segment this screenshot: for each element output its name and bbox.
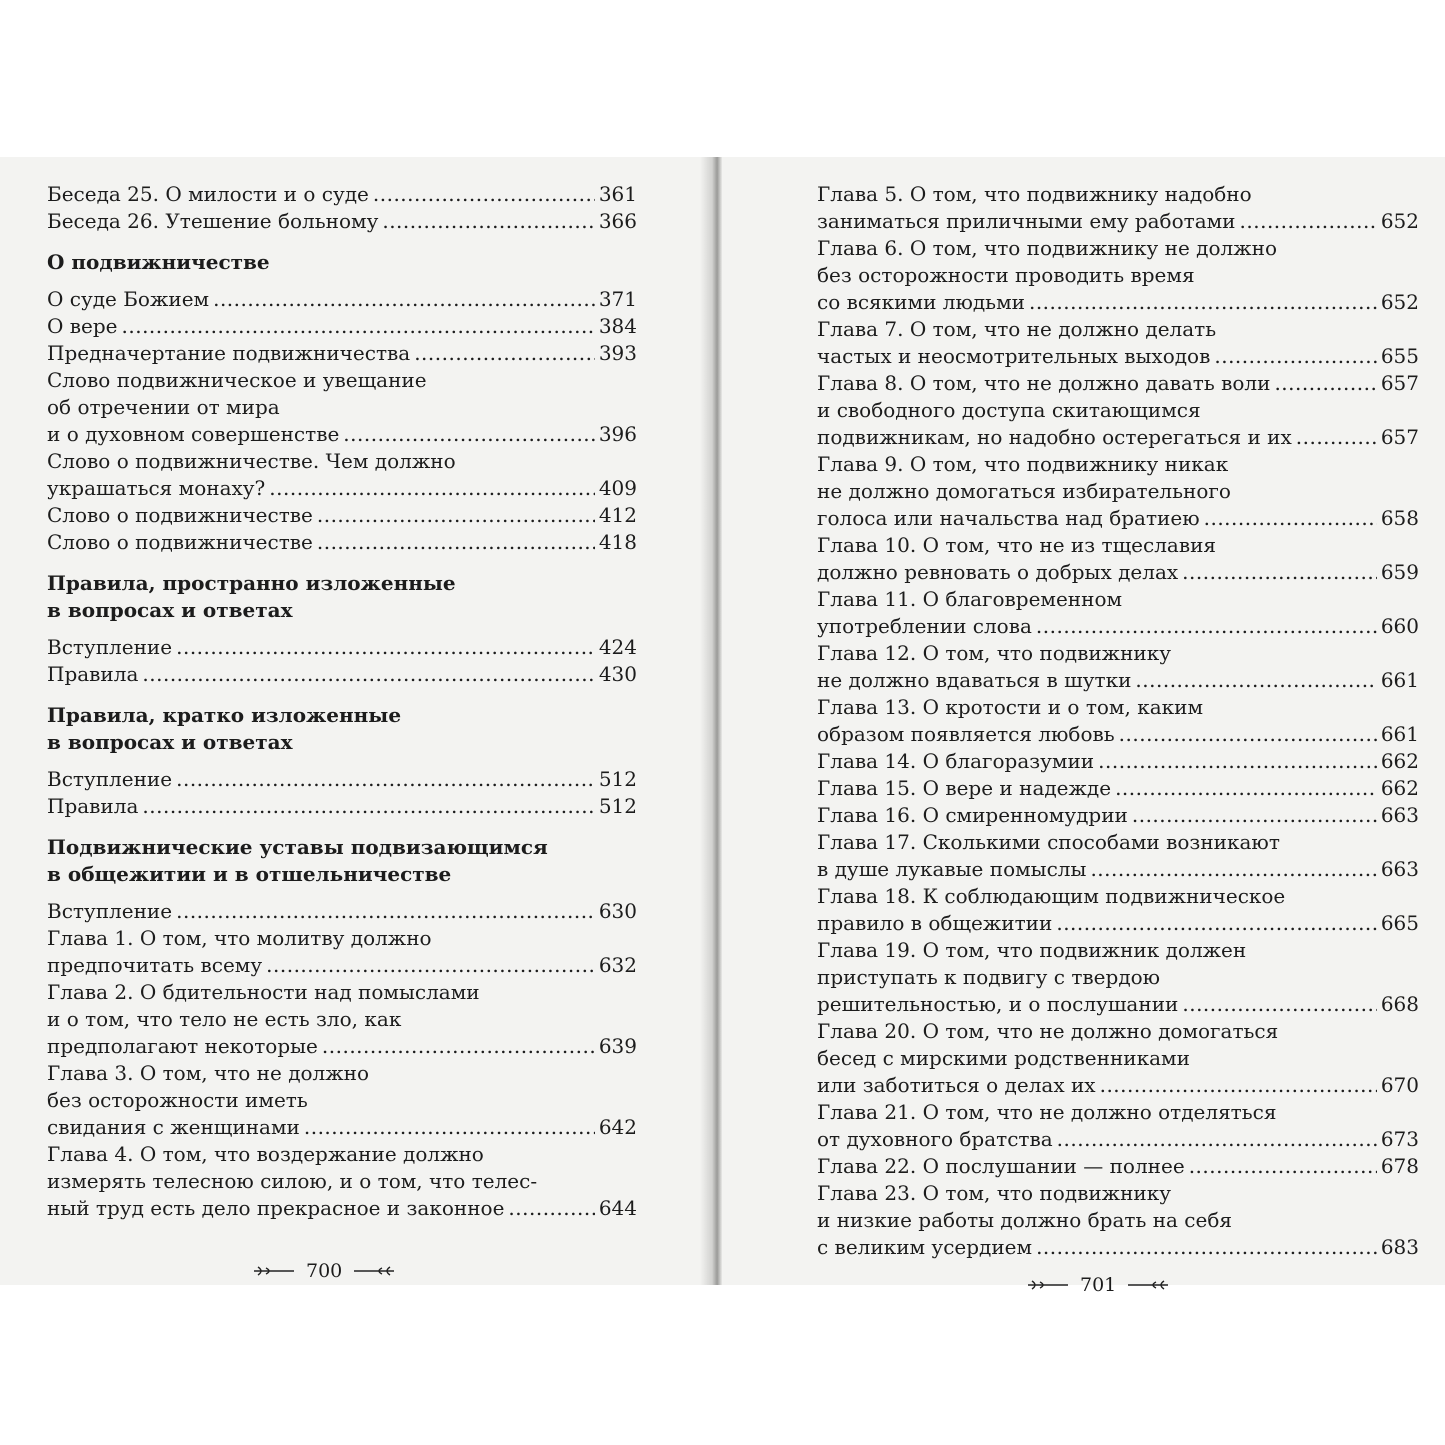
toc-entry-line <box>817 505 1419 532</box>
toc-page-number: 670 <box>1380 1073 1419 1097</box>
toc-entry-title: заниматься приличными ему работами <box>817 209 1236 233</box>
toc-page-number: 673 <box>1380 1127 1419 1151</box>
toc-entry-line <box>817 586 1419 613</box>
toc-entry-line <box>47 181 637 208</box>
toc-entry-line <box>817 667 1419 694</box>
toc-entry-line <box>817 829 1419 856</box>
toc-entry-title: образом появляется любовь <box>817 722 1115 746</box>
toc-entry-title: должно ревновать о добрых делах <box>817 560 1179 584</box>
toc-entry-title: свидания с женщинами <box>47 1115 300 1139</box>
toc-entry <box>47 367 637 448</box>
toc-entry-line <box>817 208 1419 235</box>
toc-entry-line <box>817 883 1419 910</box>
toc-entry-title: ный труд есть дело прекрасное и законное <box>47 1196 505 1220</box>
dot-leader <box>142 661 594 688</box>
toc-entry-line <box>47 1006 637 1033</box>
toc-page-number: 663 <box>1380 803 1419 827</box>
toc-entry-title: предпочитать всему <box>47 953 263 977</box>
toc-entry-line <box>817 289 1419 316</box>
toc-entry-line <box>47 286 637 313</box>
toc-entry-title: с великим усердием <box>817 1235 1033 1259</box>
section-heading-line: Подвижнические уставы подвизающимся <box>47 835 548 859</box>
toc-entry-line <box>47 367 637 394</box>
toc-page-number: 396 <box>598 422 637 446</box>
toc-entry <box>817 802 1419 829</box>
toc-entry-title: Глава 13. О кротости и о том, каким <box>817 695 1204 719</box>
dot-leader <box>508 1195 594 1222</box>
toc-entry-line <box>817 613 1419 640</box>
toc-entry-line <box>47 1087 637 1114</box>
dot-leader <box>213 286 595 313</box>
toc-page-number: 512 <box>598 767 637 791</box>
toc-entry-line <box>817 235 1419 262</box>
dot-leader <box>176 898 595 925</box>
toc-entry <box>817 1018 1419 1099</box>
toc-entry-title: Глава 8. О том, что не должно давать воли <box>817 371 1271 395</box>
toc-entry-title: Слово о подвижничестве <box>47 530 313 554</box>
dot-leader <box>1296 424 1377 451</box>
toc-entry <box>817 694 1419 748</box>
toc-page-number: 393 <box>598 341 637 365</box>
toc-entry-line <box>817 964 1419 991</box>
toc-entry-line <box>817 343 1419 370</box>
toc-entry-line <box>817 721 1419 748</box>
section-heading <box>47 702 637 756</box>
toc-entry-title: употреблении слова <box>817 614 1032 638</box>
toc-page-number: 662 <box>1380 776 1419 800</box>
toc-page-number: 652 <box>1380 209 1419 233</box>
toc-page-number: 412 <box>598 503 637 527</box>
toc-entry-line <box>817 1234 1419 1261</box>
toc-entry <box>817 1180 1419 1261</box>
toc-entry-title: Вступление <box>47 899 173 923</box>
toc-entry-line <box>817 1099 1419 1126</box>
toc-page-number: 371 <box>598 287 637 311</box>
toc-entry <box>47 340 637 367</box>
toc-entry <box>817 775 1419 802</box>
toc-page-number: 652 <box>1380 290 1419 314</box>
toc-entry <box>817 316 1419 370</box>
toc-entry-title: Глава 15. О вере и надежде <box>817 776 1112 800</box>
ornament-left-icon <box>1026 1279 1070 1291</box>
toc-entry-title: Глава 10. О том, что не из тщеславия <box>817 533 1217 557</box>
toc-entry-title: измерять телесною силою, и о том, что телес- <box>47 1169 538 1193</box>
toc-entry-line <box>47 502 637 529</box>
toc-entry-line <box>817 856 1419 883</box>
toc-entry-line <box>817 532 1419 559</box>
toc-entry-line <box>817 748 1419 775</box>
page-number: 700 <box>306 1260 343 1282</box>
toc-entry-line <box>47 529 637 556</box>
toc-entry-line <box>817 991 1419 1018</box>
toc-entry-title: Правила <box>47 794 139 818</box>
book-gutter <box>700 157 722 1285</box>
toc-entry <box>817 370 1419 451</box>
dot-leader <box>1182 991 1376 1018</box>
toc-entry-title: Глава 11. О благовременном <box>817 587 1123 611</box>
toc-entry-title: Слово подвижническое и увещание <box>47 368 427 392</box>
toc-page-number: 655 <box>1380 344 1419 368</box>
toc-page-number: 639 <box>598 1034 637 1058</box>
section-heading-line: Правила, пространно изложенные <box>47 571 456 595</box>
toc-entry <box>47 529 637 556</box>
toc-entry-line <box>47 421 637 448</box>
dot-leader <box>322 1033 595 1060</box>
toc-page-number: 665 <box>1380 911 1419 935</box>
dot-leader <box>1135 667 1376 694</box>
toc-entry <box>47 286 637 313</box>
toc-entry-line <box>47 925 637 952</box>
toc-entry-title: об отречении от мира <box>47 395 280 419</box>
toc-entry-line <box>47 475 637 502</box>
dot-leader <box>317 502 595 529</box>
page-number: 701 <box>1080 1274 1117 1296</box>
section-heading <box>47 834 637 888</box>
toc-entry-title: Глава 14. О благоразумии <box>817 749 1095 773</box>
toc-page-number: 384 <box>598 314 637 338</box>
toc-entry-line <box>47 979 637 1006</box>
toc-entry <box>817 532 1419 586</box>
toc-entry-line <box>817 640 1419 667</box>
toc-entry-line <box>47 661 637 688</box>
toc-entry-title: Слово о подвижничестве <box>47 503 313 527</box>
toc-entry-line <box>817 1072 1419 1099</box>
toc-entry-line <box>47 793 637 820</box>
toc-entry-title: украшаться монаху? <box>47 476 266 500</box>
toc-page-number: 658 <box>1380 506 1419 530</box>
toc-entry-title: и о духовном совершенстве <box>47 422 340 446</box>
dot-leader <box>176 634 595 661</box>
toc-page-number: 409 <box>598 476 637 500</box>
dot-leader <box>382 208 594 235</box>
toc-entry-title: голоса или начальства над братиею <box>817 506 1200 530</box>
dot-leader <box>414 340 595 367</box>
toc-entry-title: Глава 2. О бдительности над помыслами <box>47 980 480 1004</box>
toc-entry-line <box>817 910 1419 937</box>
toc-entry-line <box>817 775 1419 802</box>
toc-entry-title: без осторожности проводить время <box>817 263 1195 287</box>
dot-leader <box>1090 856 1376 883</box>
toc-entry-line <box>817 1180 1419 1207</box>
toc-entry-line <box>47 208 637 235</box>
toc-entry-line <box>47 313 637 340</box>
toc-entry-title: приступать к подвигу с твердою <box>817 965 1161 989</box>
toc-entry-title: Глава 20. О том, что не должно домогаться <box>817 1019 1279 1043</box>
dot-leader <box>1274 370 1376 397</box>
toc-entry <box>47 208 637 235</box>
dot-leader <box>1214 343 1376 370</box>
toc-entry-title: Глава 3. О том, что не должно <box>47 1061 370 1085</box>
toc-entry-title: Предначертание подвижничества <box>47 341 411 365</box>
toc-entry-line <box>817 1153 1419 1180</box>
toc-entry-title: предполагают некоторые <box>47 1034 318 1058</box>
toc-entry-line <box>47 1141 637 1168</box>
toc-entry-line <box>817 424 1419 451</box>
toc-entry <box>817 1153 1419 1180</box>
toc-entry <box>817 748 1419 775</box>
toc-entry-title: бесед с мирскими родственниками <box>817 1046 1190 1070</box>
toc-entry-title: Глава 18. К соблюдающим подвижническое <box>817 884 1286 908</box>
toc-page-number: 512 <box>598 794 637 818</box>
toc-entry <box>817 586 1419 640</box>
toc-entry-title: правило в общежитии <box>817 911 1053 935</box>
dot-leader <box>122 313 595 340</box>
toc-entry-line <box>817 478 1419 505</box>
toc-page-number: 661 <box>1380 722 1419 746</box>
dot-leader <box>1132 802 1377 829</box>
dot-leader <box>1115 775 1377 802</box>
toc-page-number: 657 <box>1380 371 1419 395</box>
toc-entry-line <box>817 451 1419 478</box>
toc-entry <box>817 937 1419 1018</box>
toc-entry-line <box>817 1045 1419 1072</box>
toc-entry-title: без осторожности иметь <box>47 1088 308 1112</box>
dot-leader <box>1036 1234 1377 1261</box>
toc-entry-line <box>47 898 637 925</box>
section-heading-line: Правила, кратко изложенные <box>47 703 402 727</box>
toc-entry-line <box>817 1126 1419 1153</box>
toc-entry-line <box>47 1114 637 1141</box>
toc-entry-line <box>47 340 637 367</box>
toc-entry <box>47 502 637 529</box>
toc-entry <box>817 181 1419 235</box>
toc-entry <box>47 766 637 793</box>
toc-entry <box>47 793 637 820</box>
toc-entry <box>47 898 637 925</box>
left-page-toc <box>47 181 637 1222</box>
dot-leader <box>142 793 594 820</box>
toc-entry-line <box>47 634 637 661</box>
toc-entry-title: и низкие работы должно брать на себя <box>817 1208 1232 1232</box>
toc-page-number: 418 <box>598 530 637 554</box>
toc-entry <box>47 448 637 502</box>
toc-entry <box>47 634 637 661</box>
toc-page-number: 663 <box>1380 857 1419 881</box>
toc-page-number: 642 <box>598 1115 637 1139</box>
toc-page-number: 366 <box>598 209 637 233</box>
section-heading-line: О подвижничестве <box>47 250 270 274</box>
toc-entry-title: Глава 23. О том, что подвижнику <box>817 1181 1171 1205</box>
toc-page-number: 678 <box>1380 1154 1419 1178</box>
toc-page-number: 659 <box>1380 560 1419 584</box>
dot-leader <box>304 1114 595 1141</box>
dot-leader <box>1189 1153 1377 1180</box>
section-heading <box>47 249 637 276</box>
toc-page-number: 657 <box>1380 425 1419 449</box>
toc-entry-title: Вступление <box>47 767 173 791</box>
left-page-number <box>252 1260 396 1282</box>
dot-leader <box>1036 613 1377 640</box>
dot-leader <box>1056 910 1376 937</box>
toc-page-number: 361 <box>598 182 637 206</box>
toc-entry-title: со всякими людьми <box>817 290 1025 314</box>
toc-entry <box>47 313 637 340</box>
toc-page-number: 632 <box>598 953 637 977</box>
dot-leader <box>343 421 595 448</box>
toc-entry-line <box>817 316 1419 343</box>
toc-entry-line <box>817 262 1419 289</box>
toc-entry-line <box>817 802 1419 829</box>
dot-leader <box>266 952 595 979</box>
toc-entry <box>47 181 637 208</box>
toc-entry-title: от духовного братства <box>817 1127 1053 1151</box>
dot-leader <box>1098 748 1377 775</box>
dot-leader <box>1204 505 1377 532</box>
toc-entry-line <box>817 559 1419 586</box>
toc-entry-title: Глава 4. О том, что воздержание должно <box>47 1142 484 1166</box>
toc-entry <box>817 883 1419 937</box>
toc-entry-line <box>817 397 1419 424</box>
toc-page-number: 660 <box>1380 614 1419 638</box>
toc-entry-title: Правила <box>47 662 139 686</box>
toc-entry-title: Глава 12. О том, что подвижнику <box>817 641 1171 665</box>
toc-entry-line <box>47 1195 637 1222</box>
toc-entry <box>817 235 1419 316</box>
toc-entry-title: и о том, что тело не есть зло, как <box>47 1007 402 1031</box>
toc-entry-line <box>817 694 1419 721</box>
toc-entry-title: частых и неосмотрительных выходов <box>817 344 1211 368</box>
toc-entry-line <box>47 394 637 421</box>
dot-leader <box>1182 559 1377 586</box>
toc-entry-line <box>47 1060 637 1087</box>
toc-entry-title: и свободного доступа скитающимся <box>817 398 1201 422</box>
dot-leader <box>1240 208 1377 235</box>
toc-page-number: 661 <box>1380 668 1419 692</box>
ornament-right-icon <box>1126 1279 1170 1291</box>
toc-page-number: 662 <box>1380 749 1419 773</box>
toc-entry-line <box>817 370 1419 397</box>
toc-entry-title: Глава 22. О послушании — полнее <box>817 1154 1185 1178</box>
toc-entry-line <box>817 181 1419 208</box>
toc-entry-line <box>817 937 1419 964</box>
toc-entry-title: не должно вдаваться в шутки <box>817 668 1132 692</box>
right-page-number <box>1026 1274 1170 1296</box>
toc-entry-line <box>817 1207 1419 1234</box>
toc-entry <box>47 925 637 979</box>
ornament-right-icon <box>352 1265 396 1277</box>
toc-entry <box>47 979 637 1060</box>
toc-entry-title: Беседа 26. Утешение больному <box>47 209 379 233</box>
dot-leader <box>1119 721 1377 748</box>
section-heading-line: в общежитии и в отшельничестве <box>47 862 452 886</box>
toc-page-number: 630 <box>598 899 637 923</box>
dot-leader <box>1100 1072 1377 1099</box>
toc-entry-line <box>47 766 637 793</box>
toc-entry-title: Глава 17. Сколькими способами возникают <box>817 830 1280 854</box>
toc-entry-title: Глава 5. О том, что подвижнику надобно <box>817 182 1252 206</box>
dot-leader <box>1057 1126 1377 1153</box>
toc-entry <box>817 640 1419 694</box>
toc-entry-title: решительностью, и о послушании <box>817 992 1179 1016</box>
section-heading-line: в вопросах и ответах <box>47 598 293 622</box>
toc-entry-title: Глава 21. О том, что не должно отделяться <box>817 1100 1277 1124</box>
toc-page-number: 424 <box>598 635 637 659</box>
toc-entry <box>47 1060 637 1141</box>
toc-entry-title: Глава 9. О том, что подвижнику никак <box>817 452 1229 476</box>
toc-entry-title: Вступление <box>47 635 173 659</box>
toc-entry-title: Слово о подвижничестве. Чем должно <box>47 449 456 473</box>
toc-entry-line <box>47 1168 637 1195</box>
toc-entry <box>817 829 1419 883</box>
toc-entry-title: Глава 1. О том, что молитву должно <box>47 926 432 950</box>
section-heading-line: в вопросах и ответах <box>47 730 293 754</box>
toc-entry-title: Глава 16. О смиренномудрии <box>817 803 1128 827</box>
dot-leader <box>1029 289 1377 316</box>
toc-entry-title: О суде Божием <box>47 287 210 311</box>
toc-entry <box>47 1141 637 1222</box>
ornament-left-icon <box>252 1265 296 1277</box>
section-heading <box>47 570 637 624</box>
toc-page-number: 430 <box>598 662 637 686</box>
toc-entry <box>817 1099 1419 1153</box>
toc-entry <box>817 451 1419 532</box>
toc-entry-line <box>47 1033 637 1060</box>
toc-entry-title: О вере <box>47 314 118 338</box>
toc-page-number: 668 <box>1380 992 1419 1016</box>
toc-page-number: 644 <box>598 1196 637 1220</box>
toc-entry-title: подвижникам, но надобно остерегаться и их <box>817 425 1292 449</box>
toc-entry-title: или заботиться о делах их <box>817 1073 1096 1097</box>
right-page-toc <box>817 181 1419 1261</box>
toc-entry-title: Глава 7. О том, что не должно делать <box>817 317 1217 341</box>
toc-entry-title: Беседа 25. О милости и о суде <box>47 182 369 206</box>
toc-page-number: 683 <box>1380 1235 1419 1259</box>
toc-entry <box>47 661 637 688</box>
toc-entry-title: Глава 19. О том, что подвижник должен <box>817 938 1247 962</box>
toc-entry-title: Глава 6. О том, что подвижнику не должно <box>817 236 1277 260</box>
dot-leader <box>373 181 595 208</box>
toc-entry-line <box>47 952 637 979</box>
dot-leader <box>269 475 595 502</box>
toc-entry-line <box>817 1018 1419 1045</box>
dot-leader <box>317 529 595 556</box>
toc-entry-line <box>47 448 637 475</box>
toc-entry-title: в душе лукавые помыслы <box>817 857 1087 881</box>
toc-entry-title: не должно домогаться избирательного <box>817 479 1231 503</box>
dot-leader <box>176 766 595 793</box>
